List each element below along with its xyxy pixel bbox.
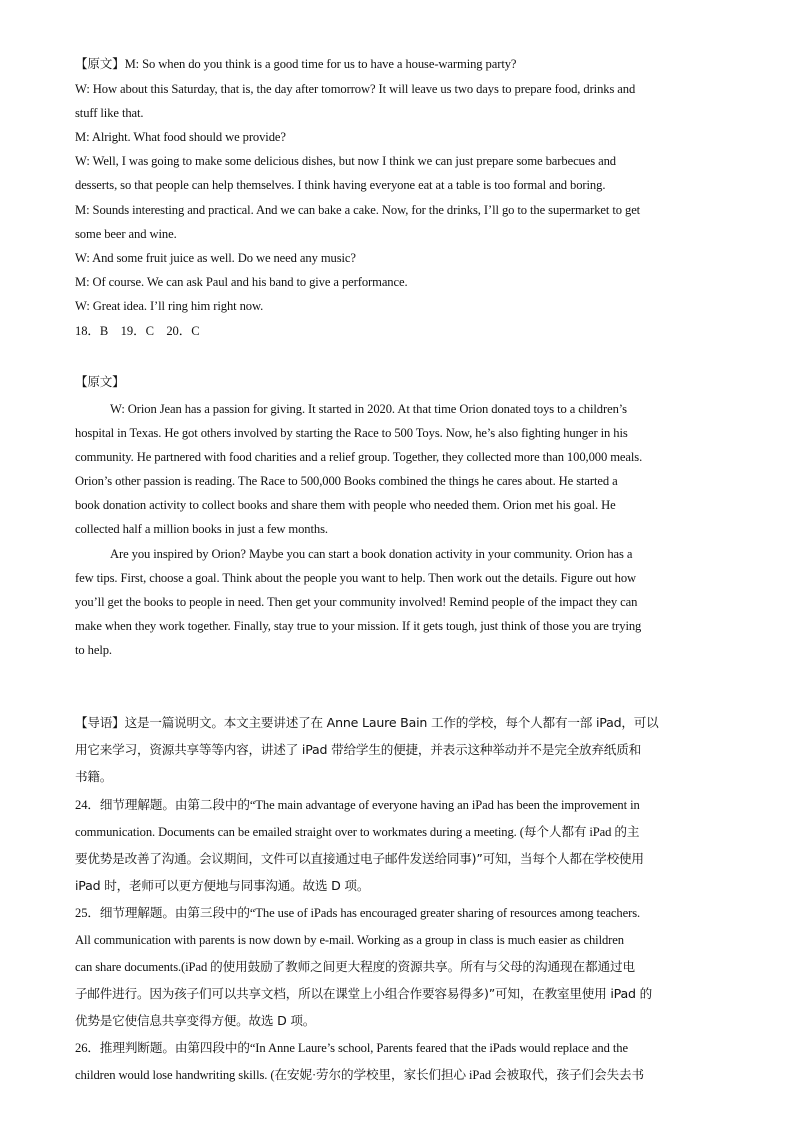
analysis-line-4: iPad 时，老师可以更方便地与同事沟通。故选 D 项。 <box>75 878 370 893</box>
passage-line-3: community. He partnered with food charities and a relief group. Together, they collected more than 100,000 meals. <box>75 450 643 464</box>
intro-line-2: 用它来学习，资源共享等等内容，讲述了 iPad 带给学生的便捷，并表示这种举动并不是完全放弃纸质和 <box>75 742 641 757</box>
analysis-line-2: communication. Documents can be emailed straight over to workmates during a meeting. (每个人都有 iPad 的主 <box>75 825 640 839</box>
passage-line-4: Orion’s other passion is reading. The Race to 500,000 Books combined the things he cares about. He started a <box>75 474 618 488</box>
intro-line-1: 【导语】这是一篇说明文。本文主要讲述了在 Anne Laure Bain 工作的学校，每个人都有一部 iPad，可以 <box>75 715 659 730</box>
passage-line-1: W: Orion Jean has a passion for giving. It started in 2020. At that time Orion donated toys to a children’s <box>110 402 627 416</box>
dialogue-line-1: 【原文】M: So when do you think is a good time for us to have a house-warming party? <box>75 56 517 71</box>
passage-line-7: Are you inspired by Orion? Maybe you can start a book donation activity in your community. Orion has a <box>110 547 633 561</box>
analysis-line-1: 24．细节理解题。由第二段中的“The main advantage of everyone having an iPad has been the improvement in <box>75 798 640 812</box>
passage-line-11: to help. <box>75 643 112 657</box>
intro-line-3: 书籍。 <box>75 769 113 784</box>
analysis-line-8: 子邮件进行。因为孩子们可以共享文档，所以在课堂上小组合作要容易得多)”可知，在教室里使用 iPad 的 <box>75 986 653 1001</box>
analysis-line-9: 优势是它使信息共享变得方便。故选 D 项。 <box>75 1013 316 1028</box>
dialogue-line-2: W: How about this Saturday, that is, the day after tomorrow? It will leave us two days to prepare food, drinks and <box>75 82 636 96</box>
analysis-line-5: 25．细节理解题。由第三段中的“The use of iPads has encouraged greater sharing of resources among teachers. <box>75 906 641 920</box>
dialogue-line-6: desserts, so that people can help themselves. I think having everyone eat at a table is too formal and boring. <box>75 178 606 192</box>
passage-line-9: you’ll get the books to people in need. Then get your community involved! Remind people of the impact they can <box>75 595 638 609</box>
passage-line-6: collected half a million books in just a few months. <box>75 522 328 536</box>
dialogue-line-8: some beer and wine. <box>75 227 177 241</box>
dialogue-line-4: M: Alright. What food should we provide? <box>75 130 286 144</box>
analysis-line-3: 要优势是改善了沟通。会议期间，文件可以直接通过电子邮件发送给同事)”可知，当每个人都在学校使用 <box>75 851 644 866</box>
analysis-line-10: 26．推理判断题。由第四段中的“In Anne Laure’s school, Parents feared that the iPads would replace and the <box>75 1041 628 1055</box>
dialogue-line-9: W: And some fruit juice as well. Do we need any music? <box>75 251 356 265</box>
dialogue-line-7: M: Sounds interesting and practical. And we can bake a cake. Now, for the drinks, I’ll go to the supermarket to get <box>75 203 641 217</box>
passage-line-8: few tips. First, choose a goal. Think about the people you want to help. Then work out the details. Figure out how <box>75 571 637 585</box>
section-1-label: 【原文】 <box>75 56 125 71</box>
analysis-line-7: can share documents.(iPad 的使用鼓励了教师之间更大程度的资源共享。所有与父母的沟通现在都通过电 <box>75 960 635 974</box>
passage-line-5: book donation activity to collect books and share them with people who needed them. Orion met his goal. He <box>75 498 616 512</box>
section-2-label: 【原文】 <box>75 374 125 389</box>
dialogue-line-3: stuff like that. <box>75 106 144 120</box>
analysis-line-11: children would lose handwriting skills. (在安妮·劳尔的学校里，家长们担心 iPad 会被取代，孩子们会失去书 <box>75 1068 644 1082</box>
dialogue-line-10: M: Of course. We can ask Paul and his band to give a performance. <box>75 275 408 289</box>
dialogue-line-5: W: Well, I was going to make some delicious dishes, but now I think we can just prepare some barbecues and <box>75 154 616 168</box>
answer-line: 18．B 19．C 20．C <box>75 324 200 338</box>
passage-line-2: hospital in Texas. He got others involved by starting the Race to 500 Toys. Now, he’s also fighting hunger in his <box>75 426 628 440</box>
analysis-line-6: All communication with parents is now down by e-mail. Working as a group in class is much easier as children <box>75 933 624 947</box>
passage-line-10: make when they work together. Finally, stay true to your mission. If it gets tough, just think of those you are trying <box>75 619 642 633</box>
dialogue-line-11: W: Great idea. I’ll ring him right now. <box>75 299 264 313</box>
